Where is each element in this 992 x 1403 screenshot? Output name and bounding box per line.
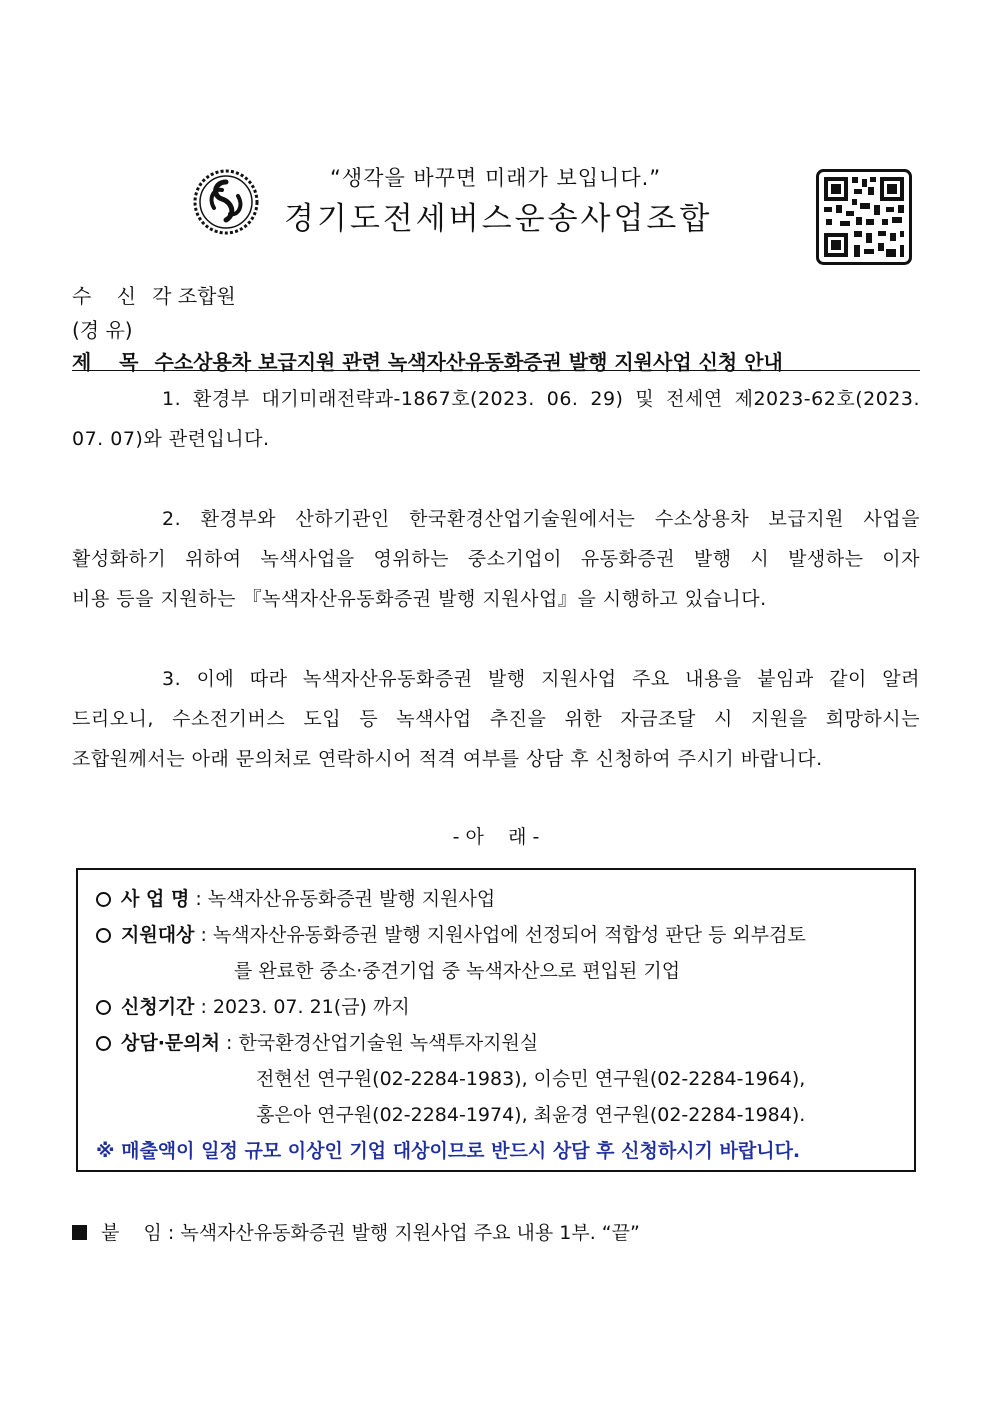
organization-name: 경기도전세버스운송사업조합 — [284, 201, 713, 237]
paragraph-1-line-1: 1. 환경부 대기미래전략과-1867호(2023. 06. 29) 및 전세연 제2023-62호(2023. — [162, 388, 920, 410]
item-contact — [96, 1028, 538, 1055]
recipient-row — [72, 280, 236, 309]
paragraph-3-line-2: 드리오니, 수소전기버스 도입 등 녹색사업 추진을 위한 자금조달 시 지원을 희망하시는 — [72, 708, 920, 730]
notice-text: ※ 매출액이 일정 규모 이상인 기업 대상이므로 반드시 상담 후 신청하시기 바랍니다. — [96, 1140, 801, 1162]
paragraph-2-line-1: 2. 환경부와 산하기관인 한국환경산업기술원에서는 수소상용차 보급지원 사업을 — [162, 508, 920, 530]
attachment-row — [72, 1218, 640, 1245]
circle-bullet-icon — [96, 1000, 111, 1015]
item-business-name — [96, 884, 495, 911]
below-heading: - 아 래 - — [452, 826, 540, 848]
attachment-text: 붙 임 : 녹색자산유동화증권 발행 지원사업 주요 내용 1부. “끝” — [101, 1222, 640, 1244]
paragraph-1-line-2: 07. 07)와 관련입니다. — [72, 428, 270, 450]
circle-bullet-icon — [96, 892, 111, 907]
item-value: : 한국환경산업기술원 녹색투자지원실 — [226, 1032, 539, 1054]
paragraph-2-line-3: 비용 등을 지원하는 『녹색자산유동화증권 발행 지원사업』을 시행하고 있습니다. — [72, 588, 767, 610]
item-label: 신청기간 — [121, 996, 195, 1018]
item-support-target-cont: 를 완료한 중소·중견기업 중 녹색자산으로 편입된 기업 — [234, 960, 681, 982]
item-value: : 녹색자산유동화증권 발행 지원사업에 선정되어 적합성 판단 등 외부검토 — [200, 924, 806, 946]
item-value: : 2023. 07. 21(금) 까지 — [200, 996, 410, 1018]
via-row: (경 유) — [72, 318, 133, 342]
item-application-period — [96, 992, 410, 1019]
circle-bullet-icon — [96, 928, 111, 943]
recipient-value: 각 조합원 — [152, 284, 236, 308]
item-support-target — [96, 920, 806, 947]
subject-underline — [72, 370, 920, 371]
item-label: 사 업 명 — [121, 888, 190, 910]
subject-value: 수소상용차 보급지원 관련 녹색자산유동화증권 발행 지원사업 신청 안내 — [154, 350, 783, 374]
header-slogan: “생각을 바꾸면 미래가 보입니다.” — [330, 166, 662, 190]
subject-label: 제 목 — [72, 350, 139, 374]
item-label: 상담·문의처 — [121, 1032, 220, 1054]
item-value: : 녹색자산유동화증권 발행 지원사업 — [195, 888, 496, 910]
paragraph-2-line-2: 활성화하기 위하여 녹색사업을 영위하는 중소기업이 유동화증권 발행 시 발생하는 이자 — [72, 548, 920, 570]
paragraph-3-line-1: 3. 이에 따라 녹색자산유동화증권 발행 지원사업 주요 내용을 붙임과 같이 알려 — [162, 668, 920, 690]
item-label: 지원대상 — [121, 924, 195, 946]
contact-line-3: 홍은아 연구원(02-2284-1974), 최윤경 연구원(02-2284-1984). — [256, 1104, 806, 1126]
black-square-icon — [72, 1225, 87, 1240]
union-emblem-icon — [192, 168, 260, 236]
contact-line-2: 전현선 연구원(02-2284-1983), 이승민 연구원(02-2284-1964), — [256, 1068, 806, 1090]
paragraph-3-line-3: 조합원께서는 아래 문의처로 연락하시어 적격 여부를 상담 후 신청하여 주시기 바랍니다. — [72, 748, 823, 770]
circle-bullet-icon — [96, 1036, 111, 1051]
recipient-label: 수 신 — [72, 284, 137, 308]
qr-code-icon[interactable] — [816, 169, 912, 265]
